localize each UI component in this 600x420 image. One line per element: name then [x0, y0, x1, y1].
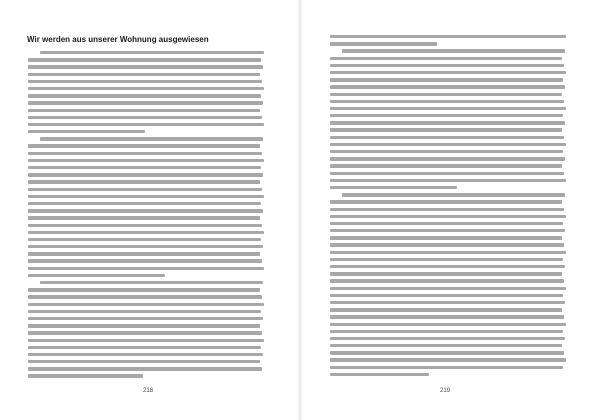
text-line-placeholder: [330, 177, 566, 184]
text-line-bar: [330, 85, 565, 88]
text-line-placeholder: [28, 56, 264, 63]
text-line-placeholder: [330, 69, 566, 76]
text-line-bar: [28, 159, 264, 162]
text-line-placeholder: [28, 193, 264, 200]
text-line-placeholder: [28, 301, 264, 308]
text-line-placeholder: [28, 121, 264, 128]
text-line-bar: [28, 58, 261, 61]
text-line-placeholder: [28, 171, 264, 178]
text-line-placeholder: [330, 112, 566, 119]
text-line-placeholder: [28, 279, 264, 286]
text-line-placeholder: [28, 214, 264, 221]
text-line-placeholder: [28, 351, 264, 358]
text-line-placeholder: [330, 342, 566, 349]
text-line-bar: [40, 51, 264, 54]
text-line-placeholder: [28, 49, 264, 56]
text-line-placeholder: [330, 256, 566, 263]
text-line-bar: [330, 236, 562, 239]
text-line-bar: [28, 295, 262, 298]
text-line-placeholder: [330, 141, 566, 148]
text-line-placeholder: [330, 299, 566, 306]
text-line-placeholder: [330, 356, 566, 363]
text-line-placeholder: [330, 313, 566, 320]
text-line-bar: [40, 281, 263, 284]
text-line-bar: [28, 109, 260, 112]
text-line-bar: [330, 373, 429, 376]
text-line-placeholder: [330, 83, 566, 90]
text-line-bar: [28, 367, 262, 370]
text-line-bar: [28, 252, 260, 255]
text-line-bar: [330, 35, 566, 38]
text-line-bar: [28, 231, 264, 234]
right-page: [300, 0, 600, 420]
text-line-bar: [28, 180, 260, 183]
text-line-placeholder: [28, 358, 264, 365]
text-line-bar: [28, 123, 264, 126]
text-line-placeholder: [330, 33, 566, 40]
text-line-bar: [330, 308, 562, 311]
text-line-placeholder: [28, 178, 264, 185]
text-line-placeholder: [330, 47, 566, 54]
text-line-bar: [330, 272, 562, 275]
text-line-placeholder: [330, 170, 566, 177]
text-line-placeholder: [28, 293, 264, 300]
text-line-bar: [28, 310, 261, 313]
text-line-placeholder: [330, 191, 566, 198]
chapter-heading: Wir werden aus unserer Wohnung ausgewiesen: [27, 35, 209, 44]
text-line-bar: [330, 315, 564, 318]
text-line-placeholder: [28, 250, 264, 257]
text-line-bar: [28, 245, 263, 248]
text-line-placeholder: [330, 321, 566, 328]
text-line-bar: [330, 107, 566, 110]
text-line-placeholder: [28, 71, 264, 78]
text-line-bar: [330, 136, 564, 139]
text-line-bar: [28, 209, 263, 212]
text-line-bar: [330, 258, 563, 261]
text-line-placeholder: [330, 126, 566, 133]
text-line-placeholder: [330, 364, 566, 371]
text-line-bar: [330, 294, 563, 297]
text-line-bar: [28, 130, 145, 133]
text-line-bar: [330, 215, 566, 218]
text-line-bar: [28, 238, 261, 241]
text-line-bar: [28, 267, 264, 270]
text-line-bar: [28, 259, 262, 262]
text-line-bar: [330, 128, 562, 131]
text-line-placeholder: [330, 328, 566, 335]
text-line-bar: [330, 64, 564, 67]
right-text-column: [330, 33, 566, 378]
text-line-bar: [28, 152, 262, 155]
text-line-bar: [342, 193, 565, 196]
text-line-placeholder: [330, 148, 566, 155]
text-line-bar: [28, 317, 263, 320]
text-line-placeholder: [28, 150, 264, 157]
left-text-column: [28, 49, 264, 380]
text-line-bar: [330, 208, 564, 211]
text-line-bar: [330, 323, 566, 326]
text-line-placeholder: [28, 128, 264, 135]
text-line-bar: [28, 94, 261, 97]
text-line-placeholder: [28, 142, 264, 149]
text-line-placeholder: [28, 372, 264, 379]
text-line-bar: [28, 65, 263, 68]
text-line-bar: [28, 339, 264, 342]
text-line-bar: [28, 374, 143, 377]
text-line-bar: [28, 303, 264, 306]
text-line-bar: [28, 166, 261, 169]
text-line-placeholder: [28, 365, 264, 372]
text-line-bar: [330, 243, 564, 246]
text-line-placeholder: [330, 335, 566, 342]
text-line-placeholder: [28, 99, 264, 106]
text-line-placeholder: [28, 344, 264, 351]
text-line-placeholder: [28, 329, 264, 336]
text-line-placeholder: [330, 285, 566, 292]
text-line-bar: [330, 265, 565, 268]
text-line-placeholder: [330, 371, 566, 378]
text-line-placeholder: [28, 265, 264, 272]
text-line-bar: [28, 188, 262, 191]
text-line-placeholder: [330, 277, 566, 284]
text-line-bar: [28, 144, 260, 147]
text-line-bar: [330, 172, 564, 175]
text-line-placeholder: [330, 270, 566, 277]
text-line-placeholder: [28, 207, 264, 214]
text-line-bar: [330, 143, 566, 146]
text-line-placeholder: [28, 337, 264, 344]
text-line-placeholder: [28, 272, 264, 279]
text-line-bar: [330, 200, 562, 203]
text-line-placeholder: [28, 135, 264, 142]
text-line-bar: [330, 179, 566, 182]
text-line-bar: [330, 279, 564, 282]
text-line-bar: [28, 101, 263, 104]
text-line-bar: [28, 353, 263, 356]
text-line-bar: [28, 80, 262, 83]
text-line-bar: [28, 324, 260, 327]
text-line-placeholder: [28, 200, 264, 207]
text-line-placeholder: [330, 98, 566, 105]
text-line-bar: [330, 337, 565, 340]
text-line-bar: [330, 222, 563, 225]
text-line-placeholder: [28, 222, 264, 229]
text-line-placeholder: [330, 249, 566, 256]
text-line-bar: [330, 186, 457, 189]
text-line-placeholder: [28, 78, 264, 85]
text-line-bar: [330, 344, 562, 347]
text-line-bar: [330, 351, 564, 354]
text-line-placeholder: [28, 286, 264, 293]
text-line-placeholder: [28, 257, 264, 264]
text-line-bar: [330, 78, 563, 81]
text-line-bar: [330, 164, 562, 167]
text-line-bar: [330, 121, 565, 124]
text-line-placeholder: [28, 85, 264, 92]
right-page-number: 219: [439, 388, 450, 394]
text-line-placeholder: [28, 157, 264, 164]
text-line-bar: [330, 150, 563, 153]
text-line-bar: [330, 42, 437, 45]
text-line-placeholder: [330, 220, 566, 227]
text-line-bar: [330, 366, 563, 369]
text-line-placeholder: [330, 198, 566, 205]
text-line-placeholder: [330, 119, 566, 126]
text-line-bar: [330, 57, 562, 60]
text-line-bar: [28, 216, 260, 219]
left-page-number: 218: [142, 388, 153, 394]
text-line-bar: [28, 346, 261, 349]
text-line-bar: [330, 100, 564, 103]
text-line-bar: [40, 137, 263, 140]
text-line-placeholder: [28, 114, 264, 121]
text-line-bar: [330, 157, 565, 160]
text-line-placeholder: [330, 55, 566, 62]
text-line-placeholder: [330, 213, 566, 220]
text-line-placeholder: [28, 243, 264, 250]
text-line-placeholder: [330, 241, 566, 248]
text-line-bar: [330, 93, 562, 96]
text-line-placeholder: [28, 315, 264, 322]
text-line-placeholder: [330, 134, 566, 141]
text-line-bar: [28, 87, 264, 90]
text-line-placeholder: [330, 292, 566, 299]
text-line-placeholder: [330, 40, 566, 47]
text-line-bar: [28, 224, 262, 227]
text-line-bar: [330, 229, 565, 232]
text-line-placeholder: [28, 186, 264, 193]
text-line-bar: [28, 331, 262, 334]
text-line-placeholder: [28, 63, 264, 70]
text-line-placeholder: [330, 306, 566, 313]
text-line-bar: [28, 173, 263, 176]
text-line-placeholder: [28, 92, 264, 99]
text-line-bar: [28, 73, 260, 76]
text-line-placeholder: [28, 229, 264, 236]
text-line-placeholder: [28, 107, 264, 114]
text-line-placeholder: [28, 322, 264, 329]
text-line-bar: [330, 71, 566, 74]
text-line-bar: [28, 195, 264, 198]
text-line-placeholder: [330, 155, 566, 162]
text-line-bar: [28, 360, 260, 363]
text-line-placeholder: [330, 349, 566, 356]
text-line-bar: [342, 49, 565, 52]
text-line-placeholder: [28, 308, 264, 315]
text-line-placeholder: [330, 227, 566, 234]
text-line-bar: [330, 301, 565, 304]
text-line-placeholder: [330, 62, 566, 69]
text-line-bar: [28, 116, 262, 119]
text-line-bar: [330, 358, 566, 361]
text-line-bar: [330, 287, 566, 290]
text-line-bar: [330, 330, 563, 333]
text-line-bar: [28, 202, 261, 205]
text-line-bar: [28, 274, 165, 277]
text-line-placeholder: [28, 164, 264, 171]
text-line-placeholder: [330, 263, 566, 270]
text-line-placeholder: [28, 236, 264, 243]
text-line-placeholder: [330, 234, 566, 241]
text-line-placeholder: [330, 76, 566, 83]
text-line-bar: [330, 251, 566, 254]
text-line-placeholder: [330, 206, 566, 213]
text-line-placeholder: [330, 91, 566, 98]
text-line-bar: [330, 114, 563, 117]
text-line-placeholder: [330, 105, 566, 112]
text-line-placeholder: [330, 184, 566, 191]
text-line-placeholder: [330, 162, 566, 169]
text-line-bar: [28, 288, 260, 291]
